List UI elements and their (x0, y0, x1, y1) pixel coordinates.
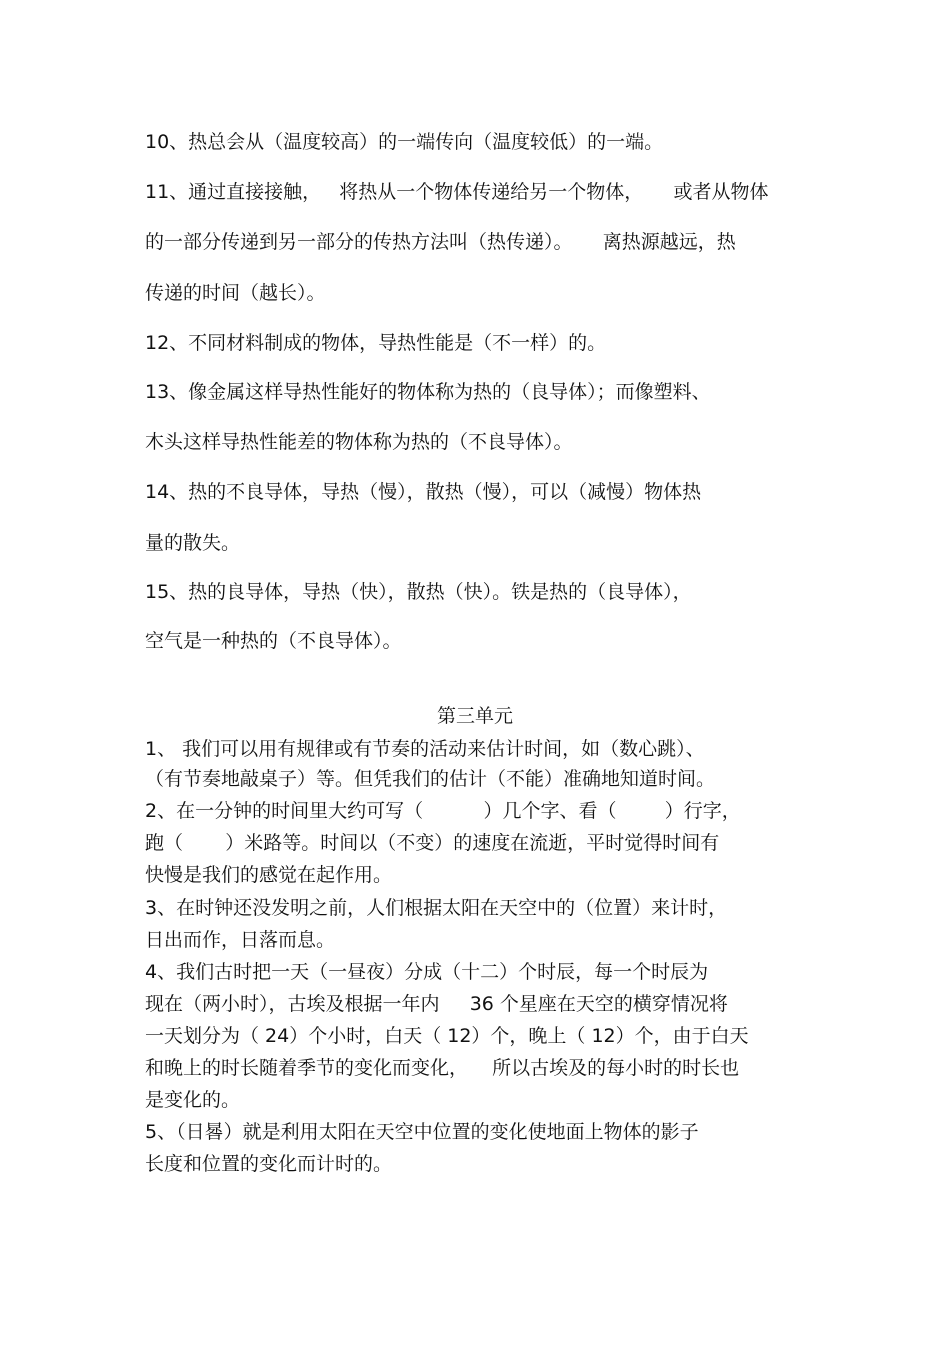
section-title: 第三单元 (436, 705, 513, 727)
item-4-line-1: 4、我们古时把一天（一昼夜）分成（十二）个时辰，每一个时辰为 (145, 961, 709, 983)
paragraph-14-line-1: 14、热的不良导体，导热（慢），散热（慢），可以（减慢）物体热 (145, 481, 702, 503)
item-4-line-2: 现在（两小时），古埃及根据一年内 36 个星座在天空的横穿情况将 (145, 993, 728, 1015)
paragraph-15-line-1: 15、热的良导体，导热（快），散热（快）。铁是热的（良导体）， (145, 581, 692, 603)
item-2-line-1: 2、在一分钟的时间里大约可写（ ）几个字、看（ ）行字， (145, 800, 741, 822)
item-4-line-4: 和晚上的时长随着季节的变化而变化， 所以古埃及的每小时的时长也 (145, 1057, 740, 1079)
item-3-line-1: 3、在时钟还没发明之前，人们根据太阳在天空中的（位置）来计时， (145, 897, 728, 919)
item-4-line-5: 是变化的。 (145, 1089, 241, 1111)
paragraph-14-line-2: 量的散失。 (145, 532, 241, 554)
item-1-line-1: 1、 我们可以用有规律或有节奏的活动来估计时间，如（数心跳）、 (145, 738, 705, 760)
item-1-line-2: （有节奏地敲桌子）等。但凭我们的估计（不能）准确地知道时间。 (145, 768, 716, 790)
item-5-line-1: 5、（日晷）就是利用太阳在天空中位置的变化使地面上物体的影子 (145, 1121, 699, 1143)
item-3-line-2: 日出而作，日落而息。 (145, 929, 336, 951)
paragraph-11-line-3: 传递的时间（越长）。 (145, 282, 326, 304)
paragraph-11-line-1: 11、通过直接接触， 将热从一个物体传递给另一个物体， 或者从物体 (145, 181, 769, 203)
paragraph-13-line-2: 木头这样导热性能差的物体称为热的（不良导体）。 (145, 431, 573, 453)
paragraph-12-line-1: 12、不同材料制成的物体，导热性能是（不一样）的。 (145, 332, 607, 354)
item-5-line-2: 长度和位置的变化而计时的。 (145, 1153, 393, 1175)
paragraph-13-line-1: 13、像金属这样导热性能好的物体称为热的（良导体）；而像塑料、 (145, 381, 711, 403)
paragraph-10-line-1: 10、热总会从（温度较高）的一端传向（温度较低）的一端。 (145, 131, 664, 153)
paragraph-11-line-2: 的一部分传递到另一部分的传热方法叫（热传递）。 离热源越远，热 (145, 231, 736, 253)
item-2-line-2: 跑（ ）米路等。时间以（不变）的速度在流逝，平时觉得时间有 (145, 832, 720, 854)
item-4-line-3: 一天划分为（ 24）个小时，白天（ 12）个，晚上（ 12）个，由于白天 (145, 1025, 749, 1047)
paragraph-15-line-2: 空气是一种热的（不良导体）。 (145, 630, 402, 652)
item-2-line-3: 快慢是我们的感觉在起作用。 (145, 864, 393, 886)
